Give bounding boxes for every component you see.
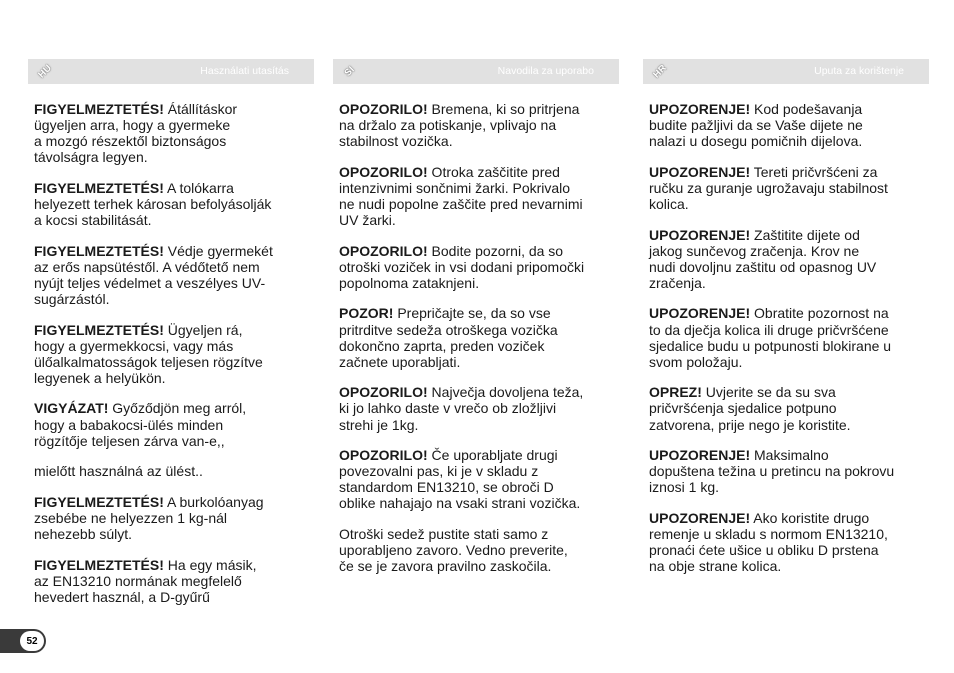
warning-label: UPOZORENJE!: [649, 101, 751, 117]
warning-label: FIGYELMEZTETÉS!: [34, 101, 164, 117]
section-title-hr: Uputa za korištenje: [814, 65, 904, 77]
warning-label: OPOZORILO!: [339, 447, 428, 464]
warning-paragraph: [339, 384, 617, 432]
warning-text: Átállításkor ügyeljen arra, hogy a gyermeke a mozgó részektől biztonságos távolságra legyen.: [34, 101, 238, 166]
warning-label: UPOZORENJE!: [649, 447, 751, 464]
warning-text: A burkolóanyag zsebébe ne helyezzen 1 kg-nál nehezebb súlyt.: [34, 493, 264, 542]
page-number-tab: [0, 629, 46, 653]
column-si: [333, 59, 619, 589]
section-header-hr: [643, 59, 929, 84]
warning-text: Uvjerite se da su sva pričvršćenja sjedalice potpuno zatvorena, prije nego je koristite.: [649, 384, 851, 433]
section-header-si: [333, 59, 619, 84]
warning-label: FIGYELMEZTETÉS!: [34, 321, 164, 338]
warning-text: Otroški sedež pustite stati samo z uporabljeno zavoro. Vedno preverite, če se je zavora pravilno zaskočila.: [339, 525, 568, 575]
warning-paragraph: [34, 243, 312, 307]
warning-label: OPOZORILO!: [339, 242, 428, 259]
warning-paragraph: [339, 164, 617, 228]
warning-paragraph: [339, 526, 617, 574]
warning-paragraph: [34, 557, 312, 605]
page-number: 52: [20, 631, 44, 651]
warning-text: Bremena, ki so pritrjena na držalo za potiskanje, vplivajo na stabilnost vozička.: [339, 101, 580, 150]
section-title-hu: Használati utasítás: [200, 65, 289, 77]
language-badge-si: SI: [342, 64, 358, 79]
warning-text: mielőtt használná az ülést..: [34, 463, 203, 480]
warning-text: Obratite pozornost na to da dječja kolica ili druge pričvršćene sjedalice budu u potpunosti blokirane u svom položaju.: [649, 305, 892, 370]
warning-text: Če uporabljate drugi povezovalni pas, ki je v skladu z standardom EN13210, se obroči D oblike nahajajo na vsaki strani vozička.: [339, 447, 581, 512]
warning-paragraph: [34, 101, 312, 165]
warning-text: Otroka zaščitite pred intenzivnimi sončnimi žarki. Pokrivalo ne nudi popolne zaščite pred nevarnimi UV žarki.: [339, 163, 583, 229]
warning-paragraph: [649, 447, 927, 495]
warning-paragraph: [339, 305, 617, 369]
column-hr: [643, 59, 929, 589]
warning-label: POZOR!: [339, 305, 394, 322]
warning-label: UPOZORENJE!: [649, 305, 751, 322]
warning-label: FIGYELMEZTETÉS!: [34, 242, 164, 259]
warning-paragraph: [339, 101, 617, 149]
warning-paragraph: [339, 447, 617, 511]
warning-text: Ako koristite drugo remenje u skladu s normom EN13210, pronaći ćete ušice u obliku D prstena na obje strane kolica.: [649, 509, 888, 575]
warning-text: Ügyeljen rá, hogy a gyermekkocsi, vagy más ülőalkalmatosságok teljesen rögzítve legyenek a helyükön.: [34, 321, 263, 386]
warning-paragraph: [649, 227, 927, 291]
warning-paragraph: [339, 243, 617, 291]
warning-text: Maksimalno dopuštena težina u pretincu na pokrovu iznosi 1 kg.: [649, 447, 895, 496]
warning-label: VIGYÁZAT!: [34, 400, 109, 417]
warning-label: OPOZORILO!: [339, 163, 428, 180]
warning-label: FIGYELMEZTETÉS!: [34, 493, 164, 510]
warning-text: Zaštitite dijete od jakog sunčevog zračenja. Krov ne nudi dovoljnu zaštitu od opasnog UV zračenja.: [649, 226, 877, 291]
warning-text: Győződjön meg arról, hogy a babakocsi-ülés minden rögzítője teljesen zárva van-e,,: [34, 400, 247, 449]
section-header-hu: [28, 59, 314, 84]
warning-label: OPOZORILO!: [339, 101, 428, 117]
column-hu: [28, 59, 314, 619]
warning-text: Ha egy másik, az EN13210 normának megfelelő hevedert használ, a D-gyűrű: [34, 556, 257, 605]
warning-text: Tereti pričvršćeni za ručku za guranje ugrožavaju stabilnost kolica.: [649, 163, 888, 212]
warning-paragraph: [649, 101, 927, 149]
warning-paragraph: [34, 494, 312, 542]
warning-label: UPOZORENJE!: [649, 226, 751, 243]
language-badge-hu: HU: [36, 62, 54, 81]
warning-label: UPOZORENJE!: [649, 163, 751, 180]
warning-text: Prepričajte se, da so vse pritrditve sedeža otroškega vozička dokončno zaprta, preden voziček začnete uporabljati.: [339, 305, 558, 370]
warning-paragraph: [34, 463, 312, 479]
column-body-hr: [643, 101, 929, 574]
warning-text: Védje gyermekét az erős napsütéstől. A védőtető nem nyújt teljes védelmet a veszélyes UV- sugárzástól.: [34, 242, 273, 307]
warning-text: A tolókarra helyezett terhek károsan befolyásolják a kocsi stabilitását.: [34, 179, 272, 229]
warning-text: Kod podešavanja budite pažljivi da se Vaše dijete ne nalazi u dosegu pomičnih dijelova.: [649, 101, 863, 150]
warning-paragraph: [34, 180, 312, 228]
warning-paragraph: [649, 384, 927, 432]
warning-text: Bodite pozorni, da so otroški voziček in vsi dodani pripomočki popolnoma zataknjeni.: [339, 242, 585, 291]
section-title-si: Navodila za uporabo: [497, 65, 594, 77]
warning-label: UPOZORENJE!: [649, 509, 751, 526]
warning-text: Največja dovoljena teža, ki jo lahko daste v vrečo ob zložljivi strehi je 1kg.: [339, 384, 584, 433]
warning-paragraph: [649, 510, 927, 574]
warning-paragraph: [649, 164, 927, 212]
column-body-hu: [28, 101, 314, 605]
warning-label: FIGYELMEZTETÉS!: [34, 179, 164, 196]
warning-paragraph: [34, 322, 312, 386]
warning-label: FIGYELMEZTETÉS!: [34, 556, 164, 573]
column-body-si: [333, 101, 619, 574]
warning-paragraph: [649, 305, 927, 369]
warning-paragraph: [34, 400, 312, 448]
language-badge-hr: HR: [651, 62, 669, 81]
warning-label: OPREZ!: [649, 384, 702, 401]
warning-label: OPOZORILO!: [339, 384, 428, 401]
